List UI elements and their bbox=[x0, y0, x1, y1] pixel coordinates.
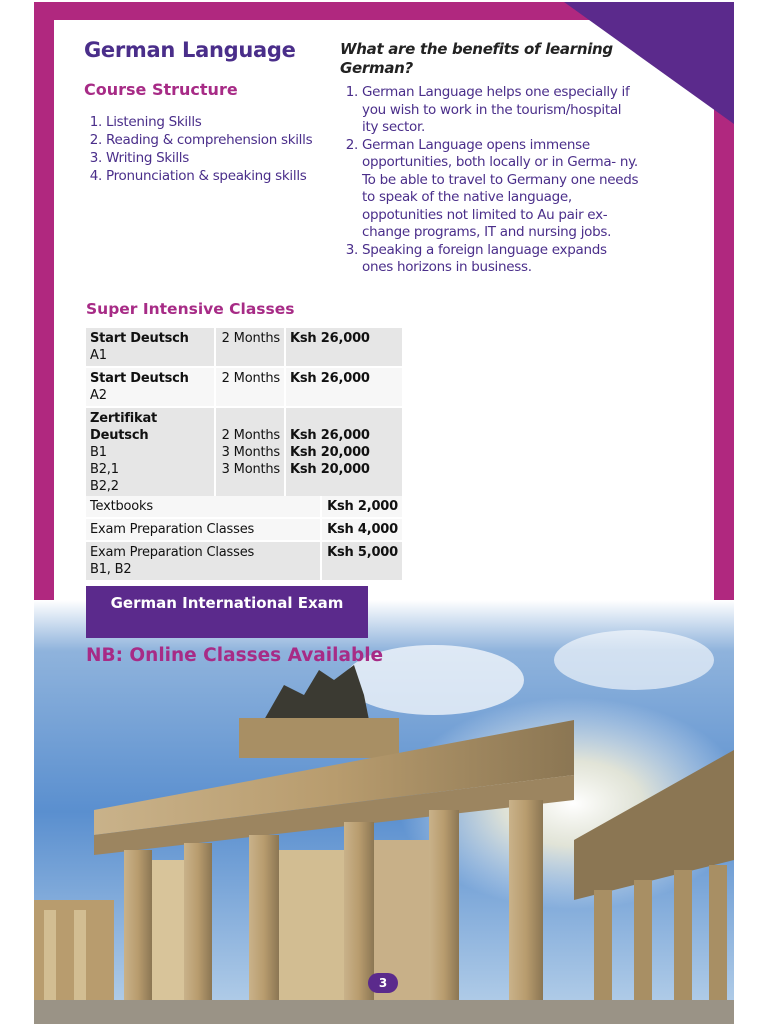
brochure-page bbox=[34, 2, 734, 1024]
item-cell: Exam Preparation Classes bbox=[86, 518, 321, 541]
item-name: Exam Preparation Classes bbox=[90, 545, 255, 560]
table-row bbox=[86, 496, 402, 518]
extras-table bbox=[86, 496, 402, 582]
list-item: 4. Pronunciation & speaking skills bbox=[106, 167, 334, 185]
list-item: 3. Speaking a foreign language expands ones horizons in business. bbox=[362, 242, 640, 277]
skills-list bbox=[84, 113, 334, 185]
price-cell: Ksh 5,000 bbox=[321, 541, 402, 581]
table-row bbox=[86, 541, 402, 581]
table-row bbox=[86, 518, 402, 541]
class-level: B2,1 bbox=[90, 462, 119, 477]
online-notice: NB: Online Classes Available bbox=[86, 645, 384, 666]
price-cell: Ksh 26,000 bbox=[285, 367, 402, 407]
item-sub: B1, B2 bbox=[90, 562, 132, 577]
page-title: German Language bbox=[84, 38, 296, 62]
classes-table bbox=[86, 328, 402, 499]
class-cell bbox=[86, 367, 215, 407]
class-level: A2 bbox=[90, 388, 107, 403]
duration-cell: 2 Months bbox=[215, 328, 285, 367]
table-row bbox=[86, 407, 402, 498]
class-name: Zertifikat Deutsch bbox=[90, 411, 158, 443]
price-value: Ksh 26,000 bbox=[290, 428, 370, 443]
class-cell bbox=[86, 328, 215, 367]
duration-cell: 2 Months bbox=[215, 367, 285, 407]
price-cell: Ksh 2,000 bbox=[321, 496, 402, 518]
duration-value: 3 Months bbox=[221, 445, 280, 460]
page-number-badge: 3 bbox=[368, 973, 398, 993]
list-item: 2. German Language opens immense opportunities, both locally or in Germa- ny. To be able to travel to Germany one needs to speak of the native language, oppotunities not limited to Au pair ex- change programs, IT and nursing jobs. bbox=[362, 137, 640, 242]
item-cell bbox=[86, 541, 321, 581]
benefits-list bbox=[340, 84, 640, 277]
duration-value: 3 Months bbox=[221, 462, 280, 477]
price-cell bbox=[285, 407, 402, 498]
super-intensive-heading: Super Intensive Classes bbox=[86, 300, 295, 318]
list-item: 3. Writing Skills bbox=[106, 149, 334, 167]
course-structure-section bbox=[84, 38, 334, 185]
item-cell: Textbooks bbox=[86, 496, 321, 518]
class-name: Start Deutsch bbox=[90, 331, 189, 346]
duration-value: 2 Months bbox=[221, 428, 280, 443]
benefits-question: What are the benefits of learning German? bbox=[340, 40, 613, 77]
list-item: 2. Reading & comprehension skills bbox=[106, 131, 334, 149]
price-cell: Ksh 4,000 bbox=[321, 518, 402, 541]
class-cell bbox=[86, 407, 215, 498]
price-cell: Ksh 26,000 bbox=[285, 328, 402, 367]
class-level: B2,2 bbox=[90, 479, 119, 494]
exam-banner: German International Exam bbox=[86, 586, 368, 638]
duration-cell bbox=[215, 407, 285, 498]
class-level: A1 bbox=[90, 348, 107, 363]
price-value: Ksh 20,000 bbox=[290, 445, 370, 460]
benefits-section bbox=[340, 40, 640, 277]
course-structure-heading: Course Structure bbox=[84, 80, 238, 99]
table-row bbox=[86, 328, 402, 367]
list-item: 1. Listening Skills bbox=[106, 113, 334, 131]
class-name: Start Deutsch bbox=[90, 371, 189, 386]
price-value: Ksh 20,000 bbox=[290, 462, 370, 477]
class-level: B1 bbox=[90, 445, 107, 460]
table-row bbox=[86, 367, 402, 407]
list-item: 1. German Language helps one especially if you wish to work in the tourism/hospital ity sector. bbox=[362, 84, 640, 137]
